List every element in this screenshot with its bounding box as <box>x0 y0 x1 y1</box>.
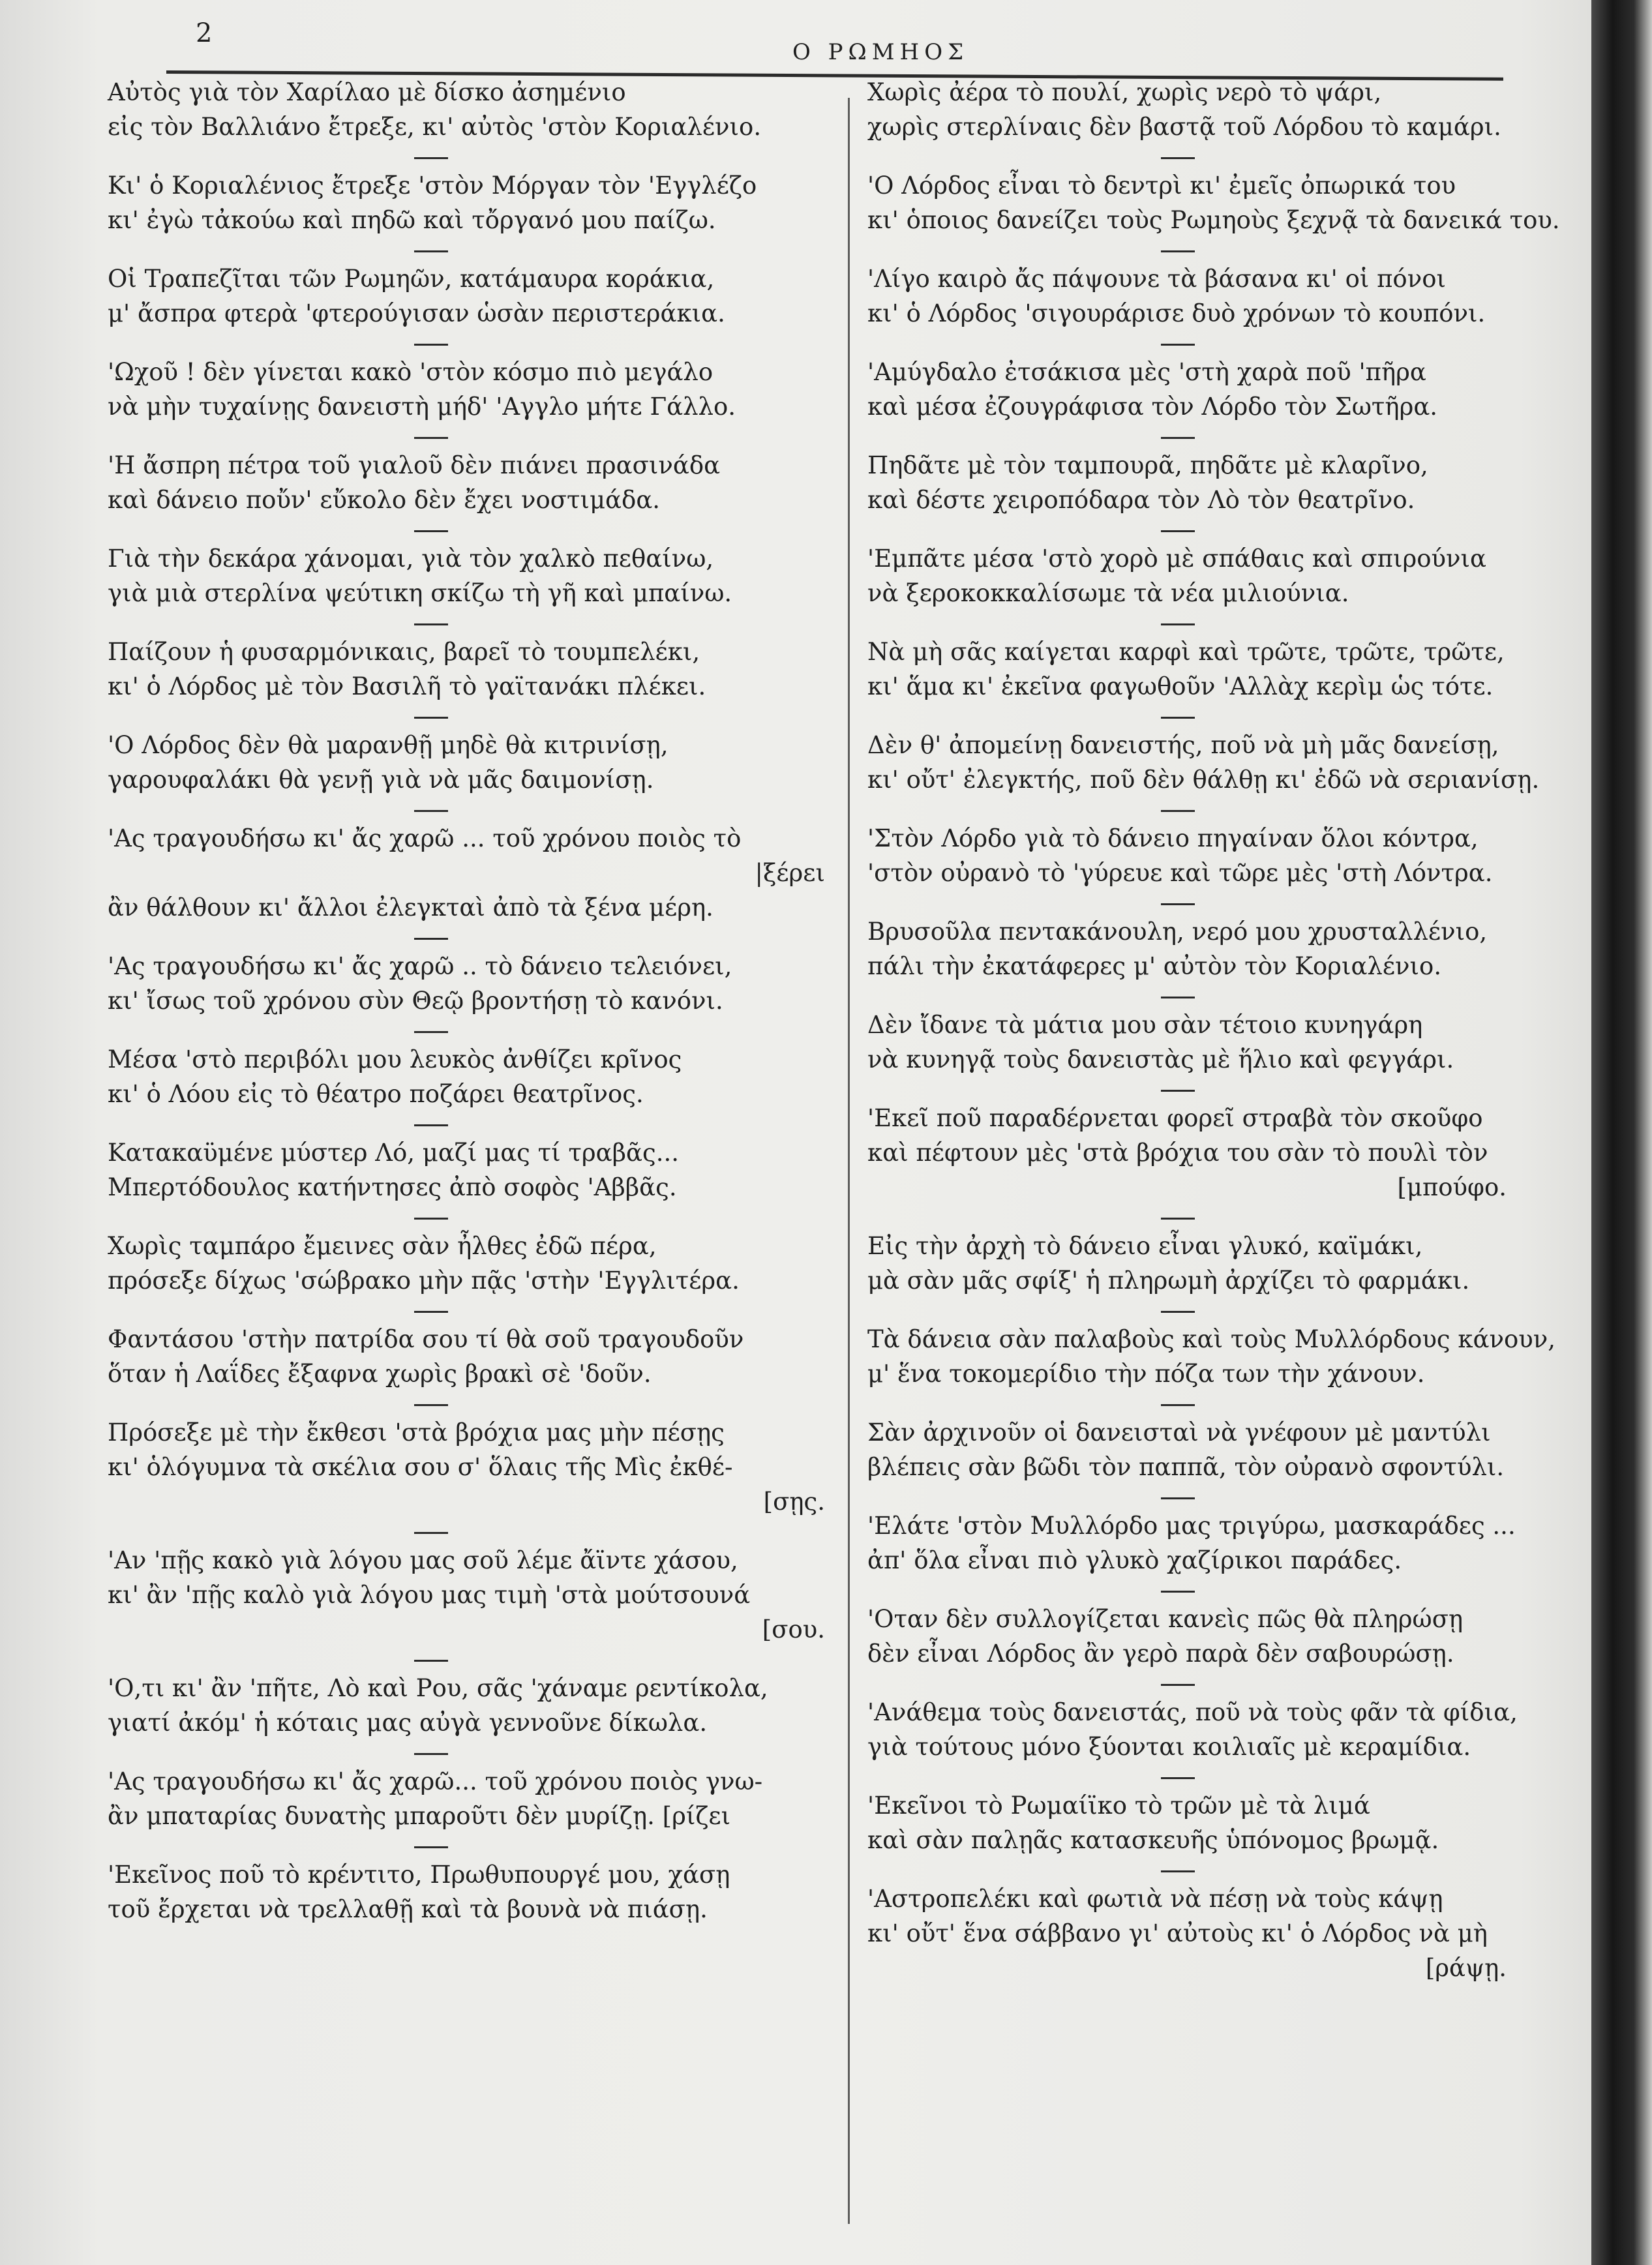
stanza <box>108 262 838 331</box>
verse-line: ἂν θάλθουν κι' ἄλλοι ἐλεγκταὶ ἀπὸ τὰ ξένα μέρη. <box>108 893 713 922</box>
column-divider <box>848 98 850 2224</box>
stanza <box>108 1543 838 1647</box>
stanza-separator <box>1161 1497 1195 1499</box>
stanza-separator <box>414 1660 448 1662</box>
stanza-separator <box>414 437 448 439</box>
verse-line: μ' ἕνα τοκομερίδιο τὴν πόζα των τὴν χάνουν. <box>867 1360 1425 1388</box>
verse-line: κι' ὁ Λόου εἰς τὸ θέατρο ποζάρει θεατρῖνος. <box>108 1080 644 1108</box>
verse-line: καὶ πέφτουν μὲς 'στὰ βρόχια του σὰν τὸ πουλὶ τὸν <box>867 1139 1488 1167</box>
verse-line: 'Εμπᾶτε μέσα 'στὸ χορὸ μὲ σπάθαις καὶ σπιρούνια <box>867 545 1487 573</box>
stanza <box>867 262 1520 331</box>
verse-line: 'Εκεῖνοι τὸ Ρωμαίϊκο τὸ τρῶν μὲ τὰ λιμά <box>867 1792 1370 1820</box>
verse-line: νὰ μὴν τυχαίνῃς δανειστὴ μήδ' 'Αγγλο μήτε Γάλλο. <box>108 393 736 421</box>
verse-line: βλέπεις σὰν βῶδι τὸν παππᾶ, τὸν οὐρανὸ σφοντύλι. <box>867 1453 1505 1481</box>
verse-line: Πηδᾶτε μὲ τὸν ταμπουρᾶ, πηδᾶτε μὲ κλαρῖνο, <box>867 451 1428 479</box>
stanza-separator <box>1161 530 1195 532</box>
verse-line: καὶ σὰν παλῃᾶς κατασκευῆς ὑπόνομος βρωμᾷ. <box>867 1826 1439 1854</box>
stanza <box>867 448 1520 517</box>
stanza <box>867 1788 1520 1857</box>
stanza <box>867 168 1560 237</box>
stanza <box>108 1322 838 1391</box>
newspaper-title: Ο ΡΩΜΗΟΣ <box>792 39 969 65</box>
stanza <box>867 728 1540 797</box>
stanza <box>108 168 838 237</box>
stanza-separator <box>1161 1090 1195 1092</box>
verse-line: Βρυσοῦλα πεντακάνουλη, νερό μου χρυσταλλένιο, <box>867 918 1488 946</box>
stanza <box>867 1101 1520 1205</box>
verse-line: 'Εκεῖνος ποῦ τὸ κρέντιτο, Πρωθυπουργέ μου, χάσῃ <box>108 1861 730 1889</box>
verse-line: πρόσεξε δίχως 'σώβρακο μὴν πᾷς 'στὴν 'Εγγλιτέρα. <box>108 1267 740 1295</box>
stanza-separator <box>1161 250 1195 252</box>
stanza-separator <box>1161 623 1195 625</box>
stanza <box>867 1322 1556 1391</box>
stanza-separator <box>414 1311 448 1313</box>
verse-line: 'Στὸν Λόρδο γιὰ τὸ δάνειο πηγαίναν ὅλοι κόντρα, <box>867 824 1479 852</box>
verse-line: καὶ δέστε χειροπόδαρα τὸν Λὸ τὸν θεατρῖνο. <box>867 486 1415 514</box>
verse-line: νὰ ξεροκοκκαλίσωμε τὰ νέα μιλιούνια. <box>867 579 1349 607</box>
verse-line: γιὰ μιὰ στερλίνα ψεύτικη σκίζω τὴ γῆ καὶ μπαίνω. <box>108 579 732 607</box>
verse-line: ὅταν ἡ Λαΐδες ἔξαφνα χωρὶς βρακὶ σὲ 'δοῦν. <box>108 1360 652 1388</box>
stanza <box>108 1229 838 1298</box>
verse-line: νὰ κυνηγᾷ τοὺς δανειστὰς μὲ ἥλιο καὶ φεγγάρι. <box>867 1045 1454 1073</box>
verse-line: Παίζουν ἡ φυσαρμόνικαις, βαρεῖ τὸ τουμπελέκι, <box>108 638 700 666</box>
verse-line: κι' ἂν 'πῇς καλὸ γιὰ λόγου μας τιμὴ 'στὰ μούτσουνά <box>108 1581 751 1609</box>
verse-line: 'Ελάτε 'στὸν Μυλλόρδο μας τριγύρω, μασκαράδες ... <box>867 1512 1516 1540</box>
stanza <box>108 728 838 797</box>
stanza-separator <box>414 530 448 532</box>
verse-line: 'Οταν δὲν συλλογίζεται κανεὶς πῶς θὰ πληρώσῃ <box>867 1605 1464 1633</box>
stanza-separator <box>414 623 448 625</box>
verse-line: 'Λίγο καιρὸ ἄς πάψουνε τὰ βάσανα κι' οἱ πόνοι <box>867 265 1446 293</box>
stanza-separator <box>1161 344 1195 346</box>
verse-line: 'Ας τραγουδήσω κι' ἄς χαρῶ... τοῦ χρόνου ποιὸς γνω- <box>108 1767 763 1795</box>
verse-line: Μπερτόδουλος κατήντησες ἀπὸ σοφὸς 'Αββᾶς. <box>108 1173 677 1201</box>
stanza-separator <box>414 1124 448 1126</box>
stanza-separator <box>414 938 448 940</box>
verse-line: γαρουφαλάκι θὰ γενῇ γιὰ νὰ μᾶς δαιμονίσῃ. <box>108 766 654 794</box>
stanza-separator <box>414 1404 448 1406</box>
verse-line: Δὲν ἴδανε τὰ μάτια μου σὰν τέτοιο κυνηγάρη <box>867 1011 1423 1039</box>
stanza <box>108 821 838 925</box>
stanza-separator <box>1161 1404 1195 1406</box>
stanza <box>867 1882 1520 1985</box>
stanza-separator <box>414 1031 448 1033</box>
stanza-separator <box>1161 157 1195 159</box>
stanza <box>108 1764 838 1833</box>
stanza <box>108 635 838 704</box>
verse-line: 'Ο,τι κι' ἂν 'πῆτε, Λὸ καὶ Ρου, σᾶς 'χάναμε ρεντίκολα, <box>108 1674 768 1702</box>
verse-line: κι' ἐγὼ τἀκούω καὶ πηδῶ καὶ τὄργανό μου παίζω. <box>108 206 716 234</box>
stanza <box>108 541 838 610</box>
verse-line: Σὰν ἀρχινοῦν οἱ δανεισταὶ νὰ γνέφουν μὲ μαντύλι <box>867 1418 1491 1447</box>
page-number: 2 <box>196 18 213 48</box>
verse-line: 'Ωχοῦ ! δὲν γίνεται κακὸ 'στὸν κόσμο πιὸ μεγάλο <box>108 358 713 386</box>
stanza-separator <box>414 1753 448 1755</box>
verse-line: κι' ὁ Λόρδος 'σιγουράρισε δυὸ χρόνων τὸ κουπόνι. <box>867 299 1486 327</box>
right-column <box>867 75 1560 1998</box>
verse-line: |ξέρει <box>755 859 825 887</box>
verse-line: [σῃς. <box>763 1488 825 1516</box>
verse-line: καὶ δάνειο ποὔν' εὔκολο δὲν ἔχει νοστιμάδα. <box>108 486 661 514</box>
stanza-separator <box>414 1532 448 1534</box>
stanza <box>867 1695 1520 1764</box>
stanza <box>867 75 1520 144</box>
stanza-separator <box>1161 997 1195 998</box>
verse-line: κι' ἴσως τοῦ χρόνου σὺν Θεῷ βροντήσῃ τὸ κανόνι. <box>108 987 723 1015</box>
verse-line: κι' οὔτ' ἐλεγκτής, ποῦ δὲν θάλθῃ κι' ἐδῶ νὰ σεριανίσῃ. <box>867 766 1540 794</box>
verse-line: Αὐτὸς γιὰ τὸν Χαρίλαο μὲ δίσκο ἀσημένιο <box>108 78 626 106</box>
stanza-separator <box>414 717 448 719</box>
stanza <box>108 1135 838 1205</box>
stanza-separator <box>414 1846 448 1848</box>
verse-line: κι' οὔτ' ἕνα σάββανο γι' αὐτοὺς κι' ὁ Λόρδος νὰ μὴ <box>867 1919 1488 1947</box>
verse-line: 'Αμύγδαλο ἐτσάκισα μὲς 'στὴ χαρὰ ποῦ 'πῆρα <box>867 358 1426 386</box>
stanza <box>108 949 838 1018</box>
stanza <box>108 448 838 517</box>
verse-line: εἰς τὸν Βαλλιάνο ἔτρεξε, κι' αὐτὸς 'στὸν Κοριαλένιο. <box>108 113 762 141</box>
verse-line: 'Η ἄσπρη πέτρα τοῦ γιαλοῦ δὲν πιάνει πρασινάδα <box>108 451 721 479</box>
verse-line: Τὰ δάνεια σὰν παλαβοὺς καὶ τοὺς Μυλλόρδους κάνουν, <box>867 1325 1556 1353</box>
verse-line: 'Αν 'πῇς κακὸ γιὰ λόγου μας σοῦ λέμε ἄϊντε χάσου, <box>108 1546 738 1574</box>
stanza <box>867 821 1520 890</box>
stanza <box>867 541 1520 610</box>
stanza <box>867 1602 1520 1671</box>
stanza <box>108 355 838 424</box>
stanza-separator <box>1161 1777 1195 1779</box>
verse-line: γιατί ἀκόμ' ἡ κόταις μας αὐγὰ γεννοῦνε δίκωλα. <box>108 1709 708 1737</box>
verse-line: κι' ἅμα κι' ἐκεῖνα φαγωθοῦν 'Αλλὰχ κερὶμ ὡς τότε. <box>867 672 1494 700</box>
verse-line: πάλι τὴν ἐκατάφερες μ' αὐτὸν τὸν Κοριαλένιο. <box>867 952 1442 980</box>
stanza-separator <box>1161 1311 1195 1313</box>
stanza <box>867 1415 1520 1484</box>
verse-line: Γιὰ τὴν δεκάρα χάνομαι, γιὰ τὸν χαλκὸ πεθαίνω, <box>108 545 714 573</box>
verse-line: τοῦ ἔρχεται νὰ τρελλαθῇ καὶ τὰ βουνὰ νὰ πιάσῃ. <box>108 1895 708 1923</box>
verse-line: 'Ο Λόρδος εἶναι τὸ δεντρὶ κι' ἐμεῖς ὀπωρικά του <box>867 172 1456 200</box>
stanza <box>108 1042 838 1111</box>
book-spine <box>1591 0 1652 2265</box>
verse-line: κι' ὁλόγυμνα τὰ σκέλια σου σ' ὅλαις τῆς Μὶς ἐκθέ- <box>108 1453 733 1481</box>
verse-line: [σου. <box>762 1615 825 1643</box>
stanza-separator <box>414 344 448 346</box>
stanza <box>108 1671 838 1740</box>
stanza-separator <box>1161 717 1195 719</box>
stanza-separator <box>414 1218 448 1220</box>
stanza-separator <box>1161 1591 1195 1593</box>
stanza-separator <box>1161 810 1195 812</box>
verse-line: ἂν μπαταρίας δυνατὴς μπαροῦτι δὲν μυρίζῃ. [ρίζει <box>108 1802 731 1830</box>
verse-line: μὰ σὰν μᾶς σφίξ' ἡ πληρωμὴ ἀρχίζει τὸ φαρμάκι. <box>867 1267 1470 1295</box>
verse-line: Κατακαϋμένε μύστερ Λό, μαζί μας τί τραβᾶς... <box>108 1139 679 1167</box>
verse-line: 'στὸν οὐρανὸ τὸ 'γύρευε καὶ τῶρε μὲς 'στὴ Λόντρα. <box>867 859 1493 887</box>
stanza-separator <box>1161 1684 1195 1686</box>
verse-line: καὶ μέσα ἐζουγράφισα τὸν Λόρδο τὸν Σωτῆρα. <box>867 393 1438 421</box>
stanza-separator <box>1161 1870 1195 1872</box>
verse-line: κι' ὁ Λόρδος μὲ τὸν Βασιλῆ τὸ γαϊτανάκι πλέκει. <box>108 672 706 700</box>
stanza <box>867 1229 1520 1298</box>
verse-line: Νὰ μὴ σᾶς καίγεται καρφὶ καὶ τρῶτε, τρῶτε, τρῶτε, <box>867 638 1505 666</box>
stanza <box>108 1415 838 1519</box>
verse-line: Πρόσεξε μὲ τὴν ἔκθεσι 'στὰ βρόχια μας μὴν πέσῃς <box>108 1418 725 1447</box>
verse-line: 'Εκεῖ ποῦ παραδέρνεται φορεῖ στραβὰ τὸν σκοῦφο <box>867 1104 1483 1132</box>
verse-line: ἀπ' ὅλα εἶναι πιὸ γλυκὸ χαζίρικοι παράδες. <box>867 1546 1402 1574</box>
verse-line: Χωρὶς ἀέρα τὸ πουλί, χωρὶς νερὸ τὸ ψάρι, <box>867 78 1382 106</box>
stanza <box>867 914 1520 983</box>
stanza-separator <box>414 810 448 812</box>
verse-line: δὲν εἶναι Λόρδος ἂν γερὸ παρὰ δὲν σαβουρώσῃ. <box>867 1640 1454 1668</box>
verse-line: Μέσα 'στὸ περιβόλι μου λευκὸς ἀνθίζει κρῖνος <box>108 1045 682 1073</box>
stanza-separator <box>414 157 448 159</box>
verse-line: 'Ανάθεμα τοὺς δανειστάς, ποῦ νὰ τοὺς φᾶν τὰ φίδια, <box>867 1698 1518 1726</box>
stanza <box>867 635 1520 704</box>
verse-line: 'Ας τραγουδήσω κι' ἄς χαρῶ ... τοῦ χρόνου ποιὸς τὸ <box>108 824 742 852</box>
verse-line: Φαντάσου 'στὴν πατρίδα σου τί θὰ σοῦ τραγουδοῦν <box>108 1325 744 1353</box>
verse-line: μ' ἄσπρα φτερὰ 'φτερούγισαν ὡσὰν περιστεράκια. <box>108 299 725 327</box>
verse-line: 'Ο Λόρδος δὲν θὰ μαρανθῇ μηδὲ θὰ κιτρινίσῃ, <box>108 731 668 759</box>
stanza <box>867 355 1520 424</box>
stanza-separator <box>1161 437 1195 439</box>
verse-line: [μπούφο. <box>1397 1173 1507 1201</box>
verse-line: [ράψῃ. <box>1425 1954 1507 1982</box>
verse-line: Οἱ Τραπεζῖται τῶν Ρωμηῶν, κατάμαυρα κοράκια, <box>108 265 715 293</box>
stanza-separator <box>1161 1218 1195 1220</box>
left-column <box>108 75 838 1940</box>
stanza <box>867 1508 1520 1578</box>
stanza <box>108 1857 838 1927</box>
stanza <box>108 75 838 144</box>
stanza-separator <box>1161 903 1195 905</box>
stanza <box>867 1008 1520 1077</box>
verse-line: 'Αστροπελέκι καὶ φωτιὰ νὰ πέσῃ νὰ τοὺς κάψῃ <box>867 1885 1443 1913</box>
verse-line: Χωρὶς ταμπάρο ἔμεινες σὰν ἦλθες ἐδῶ πέρα, <box>108 1232 657 1260</box>
verse-line: Κι' ὁ Κοριαλένιος ἔτρεξε 'στὸν Μόργαν τὸν 'Εγγλέζο <box>108 172 757 200</box>
verse-line: Δὲν θ' ἀπομείνῃ δανειστής, ποῦ νὰ μὴ μᾶς δανείσῃ, <box>867 731 1499 759</box>
verse-line: 'Ας τραγουδήσω κι' ἄς χαρῶ .. τὸ δάνειο τελειόνει, <box>108 952 732 980</box>
verse-line: Εἰς τὴν ἀρχὴ τὸ δάνειο εἶναι γλυκό, καϊμάκι, <box>867 1232 1423 1260</box>
verse-line: χωρὶς στερλίναις δὲν βαστᾷ τοῦ Λόρδου τὸ καμάρι. <box>867 113 1501 141</box>
stanza-separator <box>414 250 448 252</box>
verse-line: γιὰ τούτους μόνο ξύονται κοιλιαῖς μὲ κεραμίδια. <box>867 1733 1471 1761</box>
verse-line: κι' ὁποιος δανείζει τοὺς Ρωμηοὺς ξεχνᾷ τὰ δανεικά του. <box>867 206 1560 234</box>
